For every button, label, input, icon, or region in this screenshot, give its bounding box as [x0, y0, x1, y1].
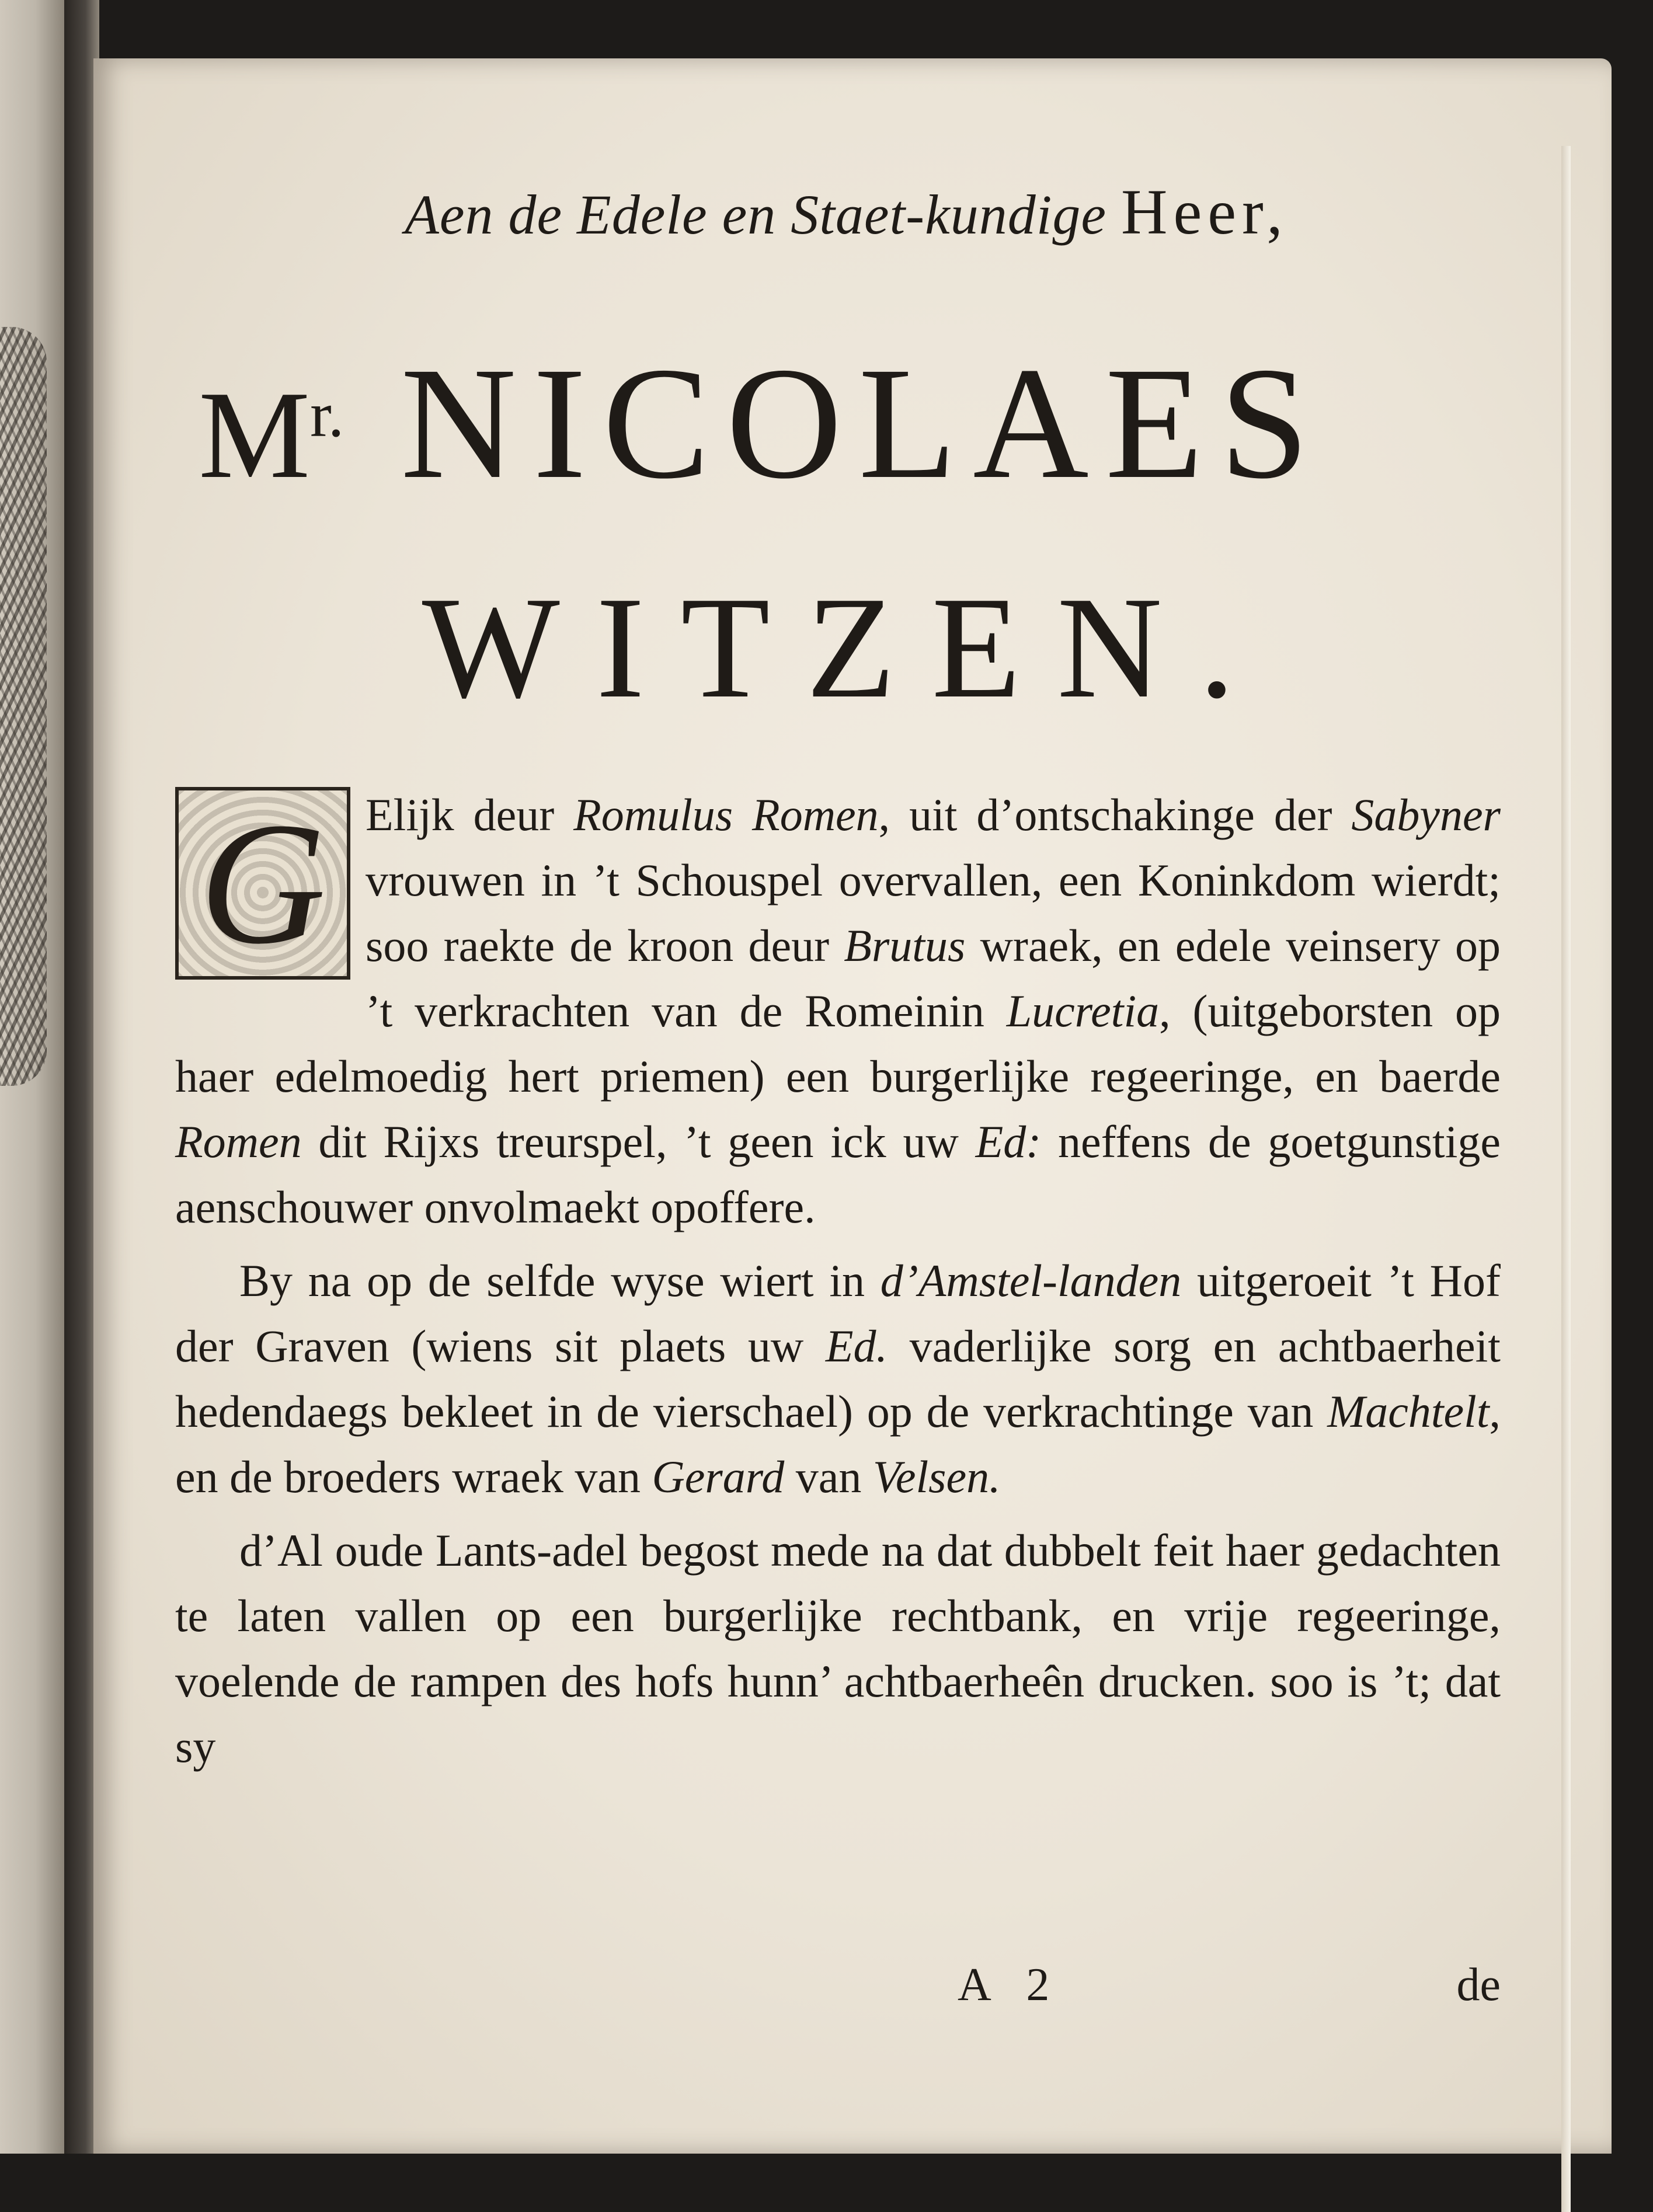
frontispiece-engraving-fragment	[0, 327, 47, 1086]
title-surname: WITZEN.	[422, 567, 1272, 729]
paragraph-3: d’Al oude Lants-adel begost mede na dat dubbelt feit haer gedachten te laten vallen op een burgerlijke rechtbank, en vrije regeeringe, voelende de rampen des hofs hunn’ achtbaerheên drucken. soo is ’t; dat sy	[175, 1525, 1501, 1772]
title-first-name	[199, 321, 1541, 528]
facing-page-edge	[0, 0, 64, 2154]
title-prefix: $M^{r.}$	[199, 365, 344, 504]
name-line-1: NICOLAES	[400, 335, 1325, 512]
page-footer	[175, 1959, 1501, 2023]
dedication-caps: Heer,	[1121, 176, 1289, 248]
dedication-line	[175, 175, 1518, 249]
body-text	[175, 782, 1501, 1779]
paragraph-2: By na op de selfde wyse wiert in d’Amstel-landen uitgeroeit ’t Hof der Graven (wiens sit plaets uw Ed. vaderlijke sorg en achtbaerheit hedendaegs bekleet in de vierschael) op de verkrachtinge van Machtelt, en de broeders wraek van Gerard van Velsen.	[175, 1255, 1501, 1502]
catchword: de	[1456, 1959, 1501, 2011]
decorated-initial: G	[175, 787, 350, 980]
book-page	[93, 58, 1612, 2154]
signature-mark: A 2	[958, 1959, 1063, 2011]
dedication-lead: Aen de Edele en Staet-kundige	[405, 183, 1106, 246]
paragraph-1: G Elijk deur Romulus Romen, uit d’ontschakinge der Sabyner vrouwen in ’t Schouspel overvallen, een Koninkdom wierdt; soo raekte de kroon deur Brutus wraek, en edele veinsery op ’t verkrachten van de Romeinin Lucretia, (uitgeborsten op haer edelmoedig hert priemen) een burgerlijke regeeringe, en baerde Romen dit Rijxs treurspel, ’t geen ick uw Ed: neffens de goetgunstige aenschouwer onvolmaekt opoffere.	[175, 786, 1501, 1232]
page-stack-edge	[1561, 146, 1571, 2212]
